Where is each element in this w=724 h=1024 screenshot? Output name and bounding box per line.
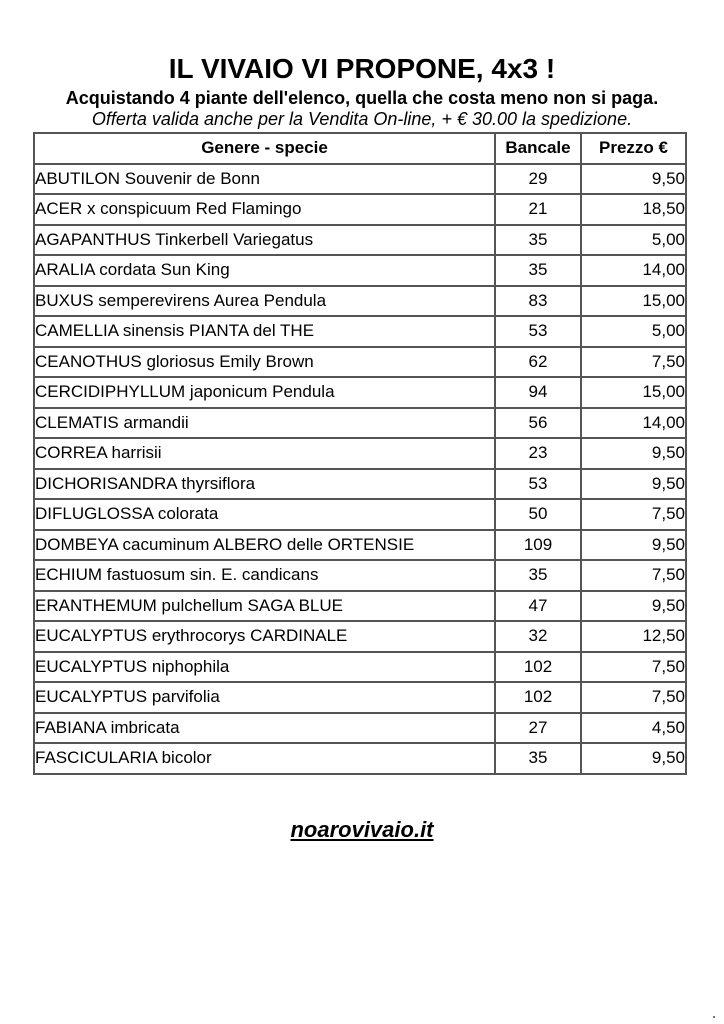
table-row [34,225,686,256]
table-row [34,408,686,439]
offer-note: Offerta valida anche per la Vendita On-line, + € 30.00 la spedizione. [91,109,633,129]
cell-genere-specie: DICHORISANDRA thyrsiflora [34,469,495,500]
table-row [34,316,686,347]
table-row [34,682,686,713]
table-row [34,591,686,622]
cell-genere-specie: CORREA harrisii [34,438,495,469]
cell-bancale: 35 [495,255,581,286]
cell-genere-specie: EUCALYPTUS parvifolia [34,682,495,713]
cell-prezzo: 7,50 [581,499,686,530]
cell-prezzo: 7,50 [581,560,686,591]
website-link[interactable]: noarovivaio.it [290,817,434,842]
table-row [34,377,686,408]
cell-prezzo: 7,50 [581,682,686,713]
cell-bancale: 56 [495,408,581,439]
cell-genere-specie: ACER x conspicuum Red Flamingo [34,194,495,225]
cell-bancale: 23 [495,438,581,469]
table-row [34,438,686,469]
cell-genere-specie: FABIANA imbricata [34,713,495,744]
cell-prezzo: 9,50 [581,530,686,561]
cell-genere-specie: CLEMATIS armandii [34,408,495,439]
cell-prezzo: 14,00 [581,255,686,286]
cell-bancale: 109 [495,530,581,561]
column-header-genere: Genere - specie [34,133,495,164]
cell-genere-specie: AGAPANTHUS Tinkerbell Variegatus [34,225,495,256]
cell-prezzo: 5,00 [581,316,686,347]
table-row [34,621,686,652]
cell-prezzo: 14,00 [581,408,686,439]
table-row [34,713,686,744]
cell-bancale: 83 [495,286,581,317]
table-header-row [34,133,686,164]
page-title: IL VIVAIO VI PROPONE, 4x3 ! [168,53,556,84]
cell-prezzo: 9,50 [581,469,686,500]
table-row [34,560,686,591]
table-row [34,164,686,195]
table-row [34,255,686,286]
cell-prezzo: 9,50 [581,438,686,469]
column-header-prezzo: Prezzo € [581,133,686,164]
table-row [34,286,686,317]
cell-genere-specie: EUCALYPTUS erythrocorys CARDINALE [34,621,495,652]
cell-genere-specie: ARALIA cordata Sun King [34,255,495,286]
table-row [34,499,686,530]
cell-prezzo: 9,50 [581,164,686,195]
table-row [34,347,686,378]
cell-bancale: 35 [495,560,581,591]
cell-genere-specie: FASCICULARIA bicolor [34,743,495,774]
cell-bancale: 35 [495,743,581,774]
cell-prezzo: 5,00 [581,225,686,256]
cell-bancale: 53 [495,316,581,347]
cell-bancale: 27 [495,713,581,744]
column-header-bancale: Bancale [495,133,581,164]
corner-mark [713,1016,715,1018]
cell-bancale: 102 [495,682,581,713]
cell-prezzo: 15,00 [581,286,686,317]
cell-genere-specie: BUXUS semperevirens Aurea Pendula [34,286,495,317]
table-row [34,194,686,225]
table-row [34,652,686,683]
cell-prezzo: 4,50 [581,713,686,744]
cell-bancale: 62 [495,347,581,378]
cell-bancale: 47 [495,591,581,622]
cell-bancale: 29 [495,164,581,195]
cell-prezzo: 18,50 [581,194,686,225]
cell-bancale: 94 [495,377,581,408]
cell-bancale: 21 [495,194,581,225]
table-row [34,743,686,774]
table-row [34,469,686,500]
table-row [34,530,686,561]
cell-genere-specie: CERCIDIPHYLLUM japonicum Pendula [34,377,495,408]
cell-bancale: 32 [495,621,581,652]
cell-bancale: 53 [495,469,581,500]
cell-genere-specie: ERANTHEMUM pulchellum SAGA BLUE [34,591,495,622]
cell-bancale: 102 [495,652,581,683]
cell-genere-specie: DIFLUGLOSSA colorata [34,499,495,530]
cell-genere-specie: ABUTILON Souvenir de Bonn [34,164,495,195]
cell-prezzo: 7,50 [581,347,686,378]
cell-prezzo: 15,00 [581,377,686,408]
cell-prezzo: 9,50 [581,591,686,622]
cell-prezzo: 7,50 [581,652,686,683]
cell-bancale: 50 [495,499,581,530]
cell-genere-specie: EUCALYPTUS niphophila [34,652,495,683]
cell-prezzo: 9,50 [581,743,686,774]
cell-prezzo: 12,50 [581,621,686,652]
plant-price-table [33,132,687,775]
promo-subtitle: Acquistando 4 piante dell'elenco, quella che costa meno non si paga. [65,88,659,108]
cell-bancale: 35 [495,225,581,256]
cell-genere-specie: CEANOTHUS gloriosus Emily Brown [34,347,495,378]
cell-genere-specie: CAMELLIA sinensis PIANTA del THE [34,316,495,347]
cell-genere-specie: DOMBEYA cacuminum ALBERO delle ORTENSIE [34,530,495,561]
cell-genere-specie: ECHIUM fastuosum sin. E. candicans [34,560,495,591]
